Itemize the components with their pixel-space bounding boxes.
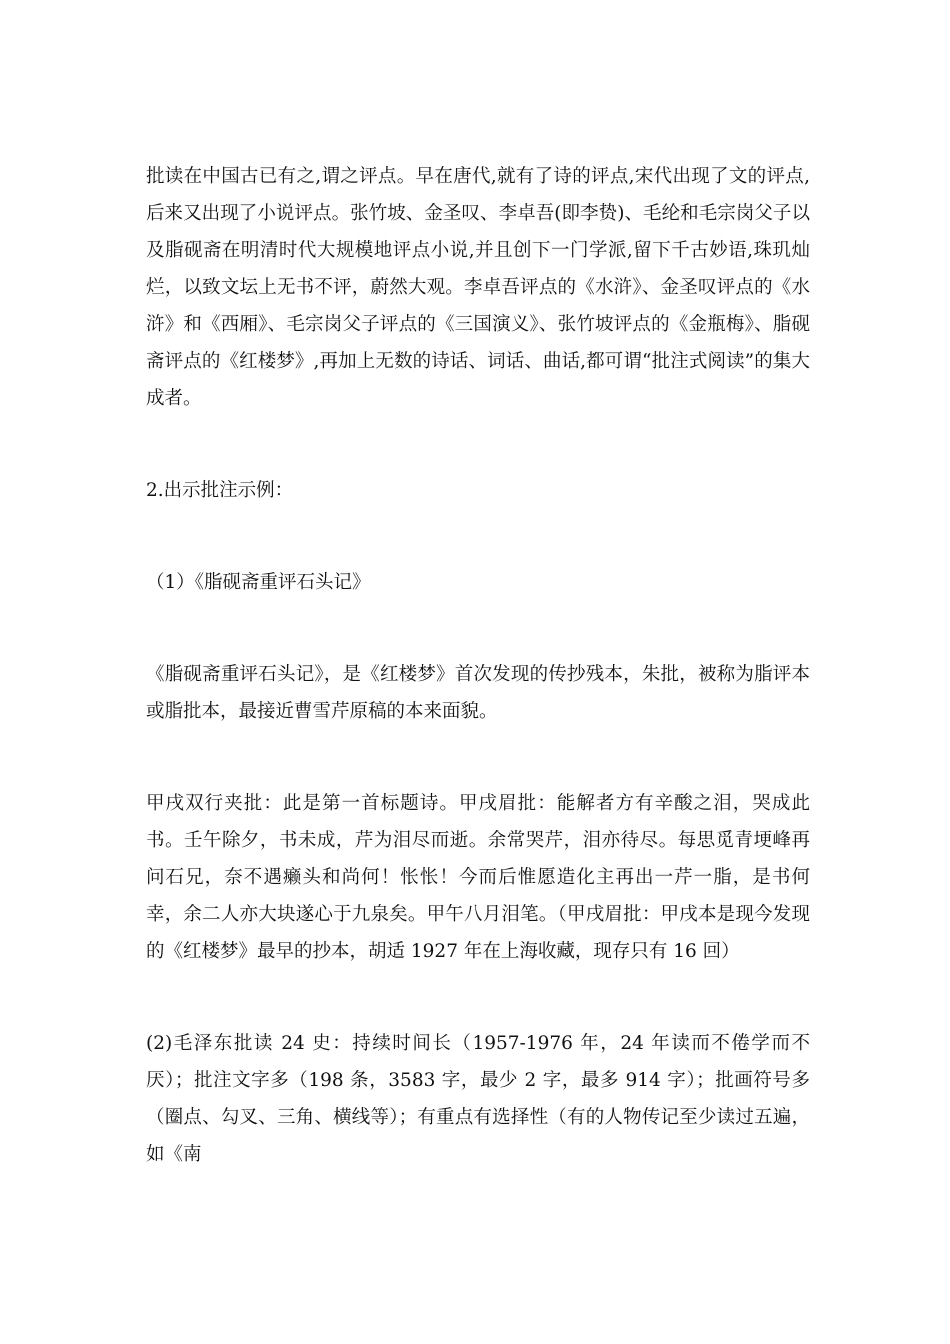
paragraph-heading-examples: 2.出示批注示例：	[146, 480, 294, 501]
paragraph-zhiyanzhai-description: 《脂砚斋重评石头记》，是《红楼梦》首次发现的传抄残本，朱批，被称为脂评本或脂批本，最接近曹雪芹原稿的本来面貌。	[146, 664, 810, 722]
paragraph-subheading-1: （1）《脂砚斋重评石头记》	[146, 572, 371, 593]
paragraph-mao-zedong: (2)毛泽东批读 24 史：持续时间长（1957-1976 年，24 年读而不倦学而不厌）；批注文字多（198 条，3583 字，最少 2 字，最多 914 字）；批画符号多（圈点、勾叉、三角、横线等）；有重点有选择性（有的人物传记至少读过五遍，如《南	[146, 1033, 810, 1165]
document-body	[146, 158, 810, 1228]
paragraph-intro: 批读在中国古已有之,谓之评点。早在唐代,就有了诗的评点,宋代出现了文的评点,后来又出现了小说评点。张竹坡、金圣叹、李卓吾(即李贽)、毛纶和毛宗岗父子以及脂砚斋在明清时代大规模地评点小说,并且创下一门学派,留下千古妙语,珠玑灿烂，以致文坛上无书不评，蔚然大观。李卓吾评点的《水浒》、金圣叹评点的《水浒》和《西厢》、毛宗岗父子评点的《三国演义》、张竹坡评点的《金瓶梅》、脂砚斋评点的《红楼梦》,再加上无数的诗话、词话、曲话,都可谓“批注式阅读”的集大成者。	[146, 166, 810, 409]
paragraph-jiaxu-annotations: 甲戌双行夹批：此是第一首标题诗。甲戌眉批：能解者方有辛酸之泪，哭成此书。壬午除夕，书未成，芹为泪尽而逝。余常哭芹，泪亦待尽。每思觅青埂峰再问石兄，奈不遇癞头和尚何！怅怅！今而后惟愿造化主再出一芹一脂，是书何幸，余二人亦大块遂心于九泉矣。甲午八月泪笔。（甲戌眉批：甲戌本是现今发现的《红楼梦》最早的抄本，胡适 1927 年在上海收藏，现存只有 16 回）	[146, 793, 810, 962]
